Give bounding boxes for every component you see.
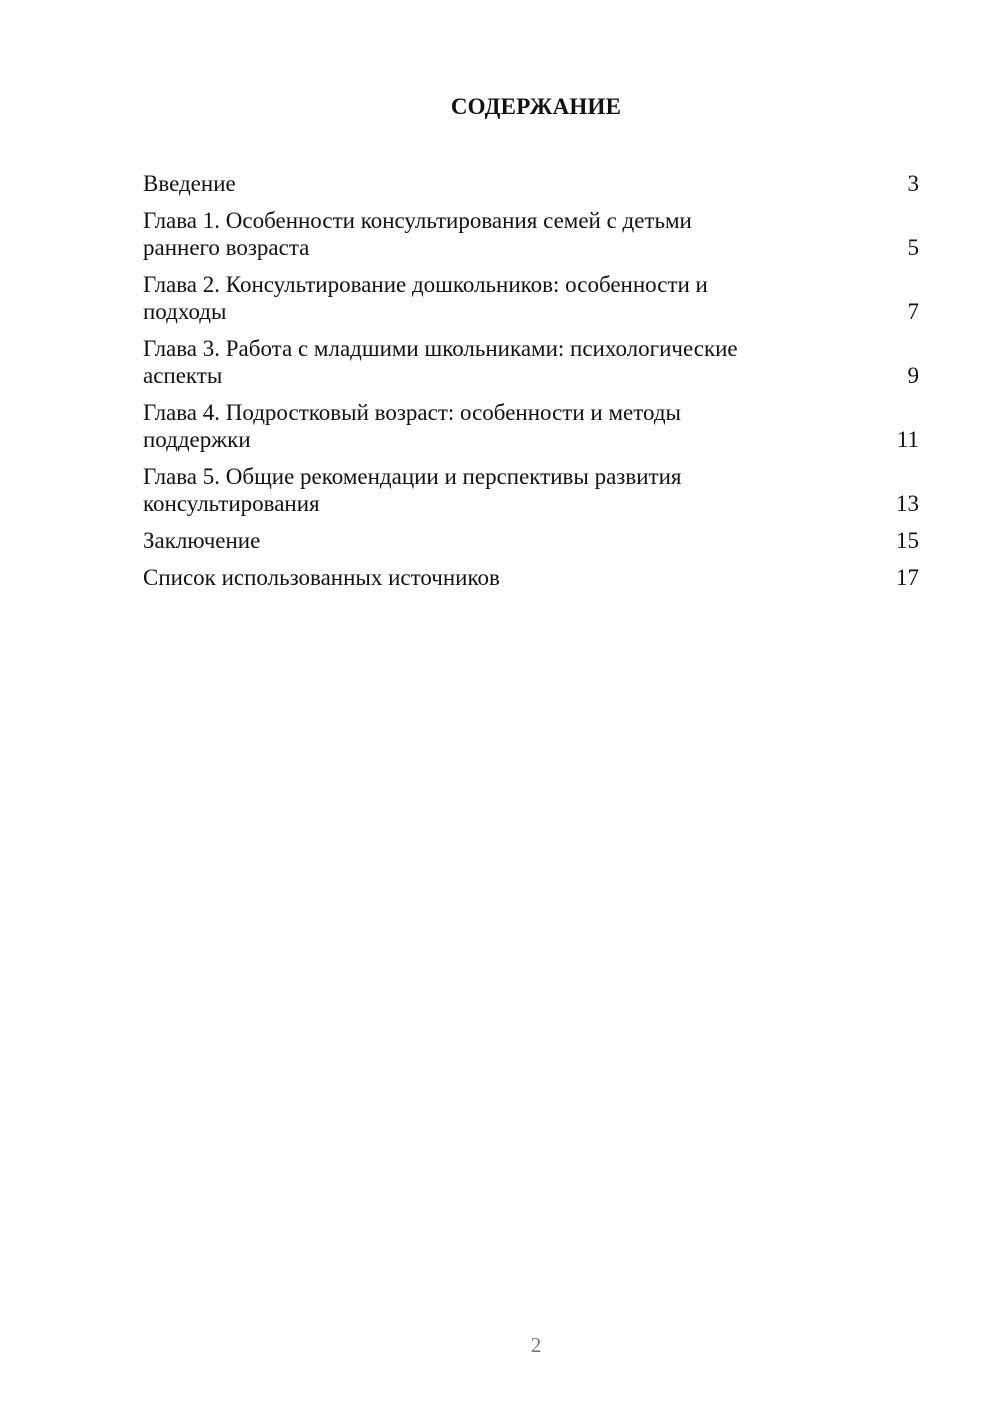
toc-entry-page: 9 xyxy=(907,363,919,388)
toc-entry-line: подходы xyxy=(143,299,227,324)
toc-entry-page: 5 xyxy=(907,235,919,260)
toc-entry-introduction xyxy=(143,170,919,197)
toc-entry-line: Глава 5. Общие рекомендации и перспективы развития xyxy=(143,464,682,489)
toc-entry-line: Введение xyxy=(143,171,236,196)
toc-entry-line: аспекты xyxy=(143,363,223,388)
toc-entry-line: раннего возраста xyxy=(143,235,310,260)
toc-entry-page: 7 xyxy=(907,299,919,324)
toc-entry-line: Глава 3. Работа с младшими школьниками: психологические xyxy=(143,336,738,361)
toc-list xyxy=(143,170,919,601)
toc-entry-line: поддержки xyxy=(143,427,251,452)
toc-entry-text xyxy=(143,170,803,197)
toc-entry-text xyxy=(143,207,803,261)
toc-entry-text xyxy=(143,271,803,325)
toc-entry-page: 11 xyxy=(896,427,919,452)
toc-entry-text xyxy=(143,564,803,591)
toc-entry-page: 17 xyxy=(896,565,919,590)
page-number: 2 xyxy=(530,1333,542,1357)
toc-title: СОДЕРЖАНИЕ xyxy=(450,94,622,119)
toc-entry-chapter-4 xyxy=(143,399,919,453)
toc-entry-line: Глава 4. Подростковый возраст: особенности и методы xyxy=(143,400,681,425)
toc-entry-chapter-1 xyxy=(143,207,919,261)
toc-entry-text xyxy=(143,527,803,554)
toc-entry-text xyxy=(143,399,803,453)
toc-entry-references xyxy=(143,564,919,591)
toc-entry-conclusion xyxy=(143,527,919,554)
toc-entry-line: консультирования xyxy=(143,491,320,516)
toc-entry-line: Глава 2. Консультирование дошкольников: особенности и xyxy=(143,272,708,297)
toc-entry-chapter-2 xyxy=(143,271,919,325)
toc-entry-page: 15 xyxy=(896,528,919,553)
toc-entry-line: Список использованных источников xyxy=(143,565,500,590)
toc-entry-chapter-3 xyxy=(143,335,919,389)
toc-entry-line: Глава 1. Особенности консультирования семей с детьми xyxy=(143,208,692,233)
toc-entry-text xyxy=(143,463,803,517)
toc-entry-page: 3 xyxy=(907,171,919,196)
toc-entry-text xyxy=(143,335,803,389)
toc-entry-page: 13 xyxy=(896,491,919,516)
toc-entry-chapter-5 xyxy=(143,463,919,517)
toc-entry-line: Заключение xyxy=(143,528,261,553)
